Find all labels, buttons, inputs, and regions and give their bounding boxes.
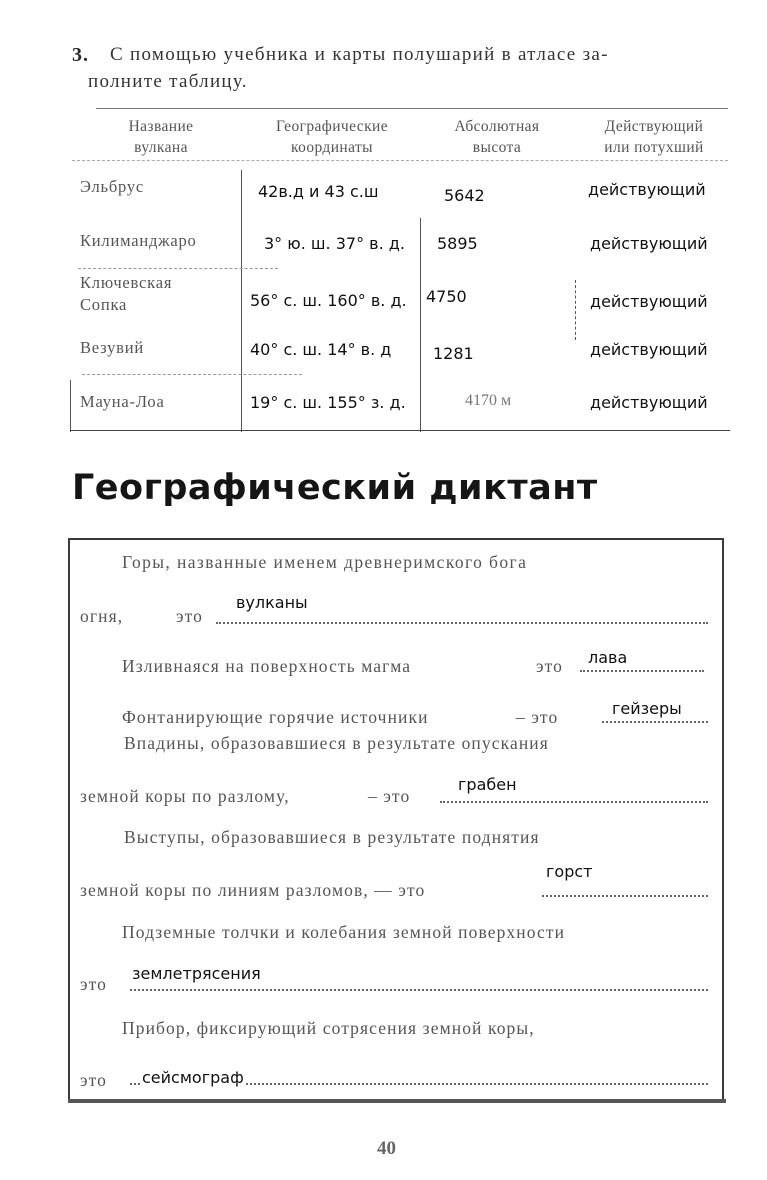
column-divider-1 bbox=[241, 170, 242, 432]
task-instruction-line1: С помощью учебника и карты полушарий в атласе за- bbox=[110, 44, 609, 65]
answer-text: гейзеры bbox=[612, 699, 682, 718]
dictation-question: Горы, названные именем древнеримского бога bbox=[122, 552, 528, 572]
volcano-coordinates: 3° ю. ш. 37° в. д. bbox=[264, 234, 405, 253]
table-bottom-border bbox=[70, 430, 730, 431]
answer-blank bbox=[130, 989, 708, 991]
row-divider bbox=[78, 268, 278, 269]
volcano-coordinates: 42в.д и 43 с.ш bbox=[258, 182, 379, 201]
dictation-question: Выступы, образовавшиеся в результате поднятия bbox=[124, 827, 540, 847]
volcano-status: действующий bbox=[590, 292, 708, 311]
dictation-connector: это bbox=[80, 974, 107, 994]
column-divider-3 bbox=[575, 280, 576, 340]
answer-text: лава bbox=[588, 648, 628, 667]
volcano-name: Везувий bbox=[80, 338, 145, 357]
header-absolute-height: Абсолютная высота bbox=[454, 118, 540, 156]
answer-blank bbox=[440, 801, 708, 803]
column-divider-left bbox=[70, 380, 71, 432]
volcano-name: Эльбрус bbox=[80, 177, 145, 196]
answer-text: вулканы bbox=[236, 593, 308, 612]
column-divider-2 bbox=[420, 218, 421, 432]
dictation-connector: это bbox=[176, 606, 203, 626]
dictation-connector: – это bbox=[368, 786, 411, 806]
volcano-status: действующий bbox=[590, 393, 708, 412]
volcano-status: действующий bbox=[588, 180, 706, 199]
volcano-height: 4750 bbox=[426, 287, 467, 306]
volcano-height: 4170 м bbox=[465, 392, 512, 409]
dictation-question: Изливнаяся на поверхность магма bbox=[122, 656, 412, 676]
volcano-height: 5895 bbox=[437, 234, 478, 253]
volcano-coordinates: 19° с. ш. 155° з. д. bbox=[250, 393, 406, 412]
task-number: 3. bbox=[72, 44, 89, 66]
dictation-box-shadow bbox=[68, 1099, 726, 1103]
header-status: Действующий или потухший bbox=[604, 118, 704, 156]
dictation-question: Подземные толчки и колебания земной поверхности bbox=[122, 922, 566, 942]
answer-text: горст bbox=[546, 862, 593, 881]
dictation-connector: это bbox=[80, 1070, 107, 1090]
header-divider bbox=[72, 160, 728, 161]
dictation-question-cont: огня, bbox=[80, 606, 124, 626]
header-volcano-name: Название вулкана bbox=[128, 118, 194, 156]
dictation-question: Фонтанирующие горячие источники bbox=[122, 707, 429, 727]
answer-blank bbox=[216, 622, 708, 624]
volcano-name: Ключевская Сопка bbox=[80, 273, 173, 314]
answer-text: грабен bbox=[458, 775, 517, 794]
answer-text: сейсмограф bbox=[142, 1068, 244, 1087]
answer-blank bbox=[580, 670, 704, 672]
answer-text: землетрясения bbox=[132, 964, 261, 983]
answer-blank bbox=[542, 895, 708, 897]
table-top-border bbox=[96, 108, 728, 109]
volcano-name: Мауна-Лоа bbox=[80, 392, 165, 411]
dictation-question-cont: земной коры по разлому, bbox=[80, 786, 290, 806]
volcano-coordinates: 56° с. ш. 160° в. д. bbox=[250, 291, 407, 310]
row-divider bbox=[82, 374, 302, 375]
answer-blank bbox=[602, 721, 708, 723]
volcano-status: действующий bbox=[590, 234, 708, 253]
volcano-name: Килиманджаро bbox=[80, 231, 197, 250]
volcano-coordinates: 40° с. ш. 14° в. д bbox=[250, 340, 392, 359]
dictation-question: Прибор, фиксирующий сотрясения земной коры, bbox=[122, 1018, 535, 1038]
dictation-question-cont: земной коры по линиям разломов, — это bbox=[80, 880, 426, 900]
task-instruction-line2: полните таблицу. bbox=[88, 71, 248, 92]
volcano-height: 5642 bbox=[444, 186, 485, 205]
header-coordinates: Географические координаты bbox=[276, 118, 388, 156]
dictation-question: Впадины, образовавшиеся в результате опускания bbox=[124, 733, 549, 753]
page-number: 40 bbox=[377, 1138, 396, 1159]
dictation-title: Географический диктант bbox=[72, 468, 598, 508]
dictation-connector: это bbox=[536, 656, 563, 676]
volcano-status: действующий bbox=[590, 340, 708, 359]
dictation-connector: – это bbox=[516, 707, 559, 727]
volcano-height: 1281 bbox=[433, 344, 474, 363]
